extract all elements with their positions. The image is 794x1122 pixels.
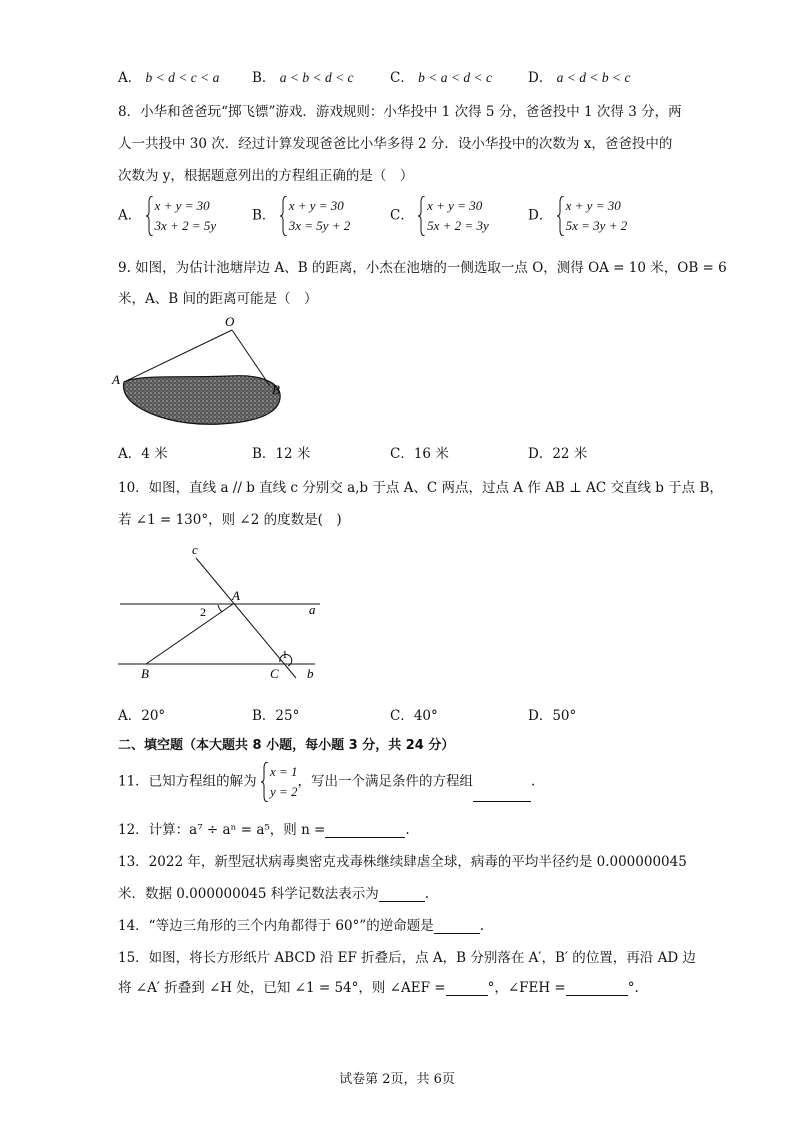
angle-2-arc	[218, 605, 222, 612]
q9-option-d[interactable]: D．22 米	[528, 446, 588, 462]
segment-oa	[124, 330, 232, 382]
q10-option-a[interactable]: A．20°	[118, 708, 166, 724]
label-a: A	[112, 372, 120, 387]
page-footer: 试卷第 2页，共 6页	[339, 1072, 455, 1087]
brace-icon	[146, 196, 154, 236]
equation-system: x + y = 30 5x + 2 = 3y	[418, 196, 489, 236]
q14-stem: 14．“等边三角形的三个内角都得于 60°”的逆命题是 .	[118, 918, 484, 934]
equation-system: x + y = 30 3x + 2 = 5y	[146, 196, 217, 236]
pond-figure	[110, 312, 300, 432]
q10-option-d[interactable]: D．50°	[528, 708, 577, 724]
q10-stem-line2: 若 ∠1 = 130°，则 ∠2 的度数是( )	[118, 512, 342, 528]
q15-stem-line1: 15．如图，将长方形纸片 ABCD 沿 EF 折叠后，点 A，B 分别落在 A′，B′ 的位置，再沿 AD 边	[118, 950, 696, 966]
q8-stem-line1: 8．小华和爸爸玩“掷飞镖”游戏．游戏规则：小华投中 1 次得 5 分，爸爸投中 1 次得 3 分，两	[118, 104, 682, 120]
section-2-title: 二、填空题（本大题共 8 小题，每小题 3 分，共 24 分）	[118, 738, 455, 753]
q7-option-b[interactable]: B． a < b < d < c	[252, 70, 354, 86]
q10-stem-line1: 10．如图，直线 a // b 直线 c 分别交 a,b 于点 A、C 两点，过点 A 作 AB ⊥ AC 交直线 b 于点 B，	[118, 480, 723, 496]
line-c	[196, 558, 296, 678]
label-a-point: A	[232, 588, 240, 603]
label-b-line: b	[307, 666, 314, 681]
q9-option-a[interactable]: A．4 米	[118, 446, 168, 462]
brace-icon	[557, 196, 565, 236]
segment-ab	[146, 604, 233, 664]
q11-answer-blank[interactable]	[473, 787, 531, 802]
q8-stem-line3: 次数为 y，根据题意列出的方程组正确的是（ ）	[118, 168, 414, 184]
label-c-line: c	[192, 542, 198, 557]
q9-option-b[interactable]: B．12 米	[252, 446, 311, 462]
label-angle-1: 1	[282, 649, 288, 661]
label-o: O	[225, 314, 235, 329]
q9-stem-line1: 9. 如图，为估计池塘岸边 A、B 的距离，小杰在池塘的一侧选取一点 O，测得 OA = 10 米，OB = 6	[118, 260, 727, 276]
q12-stem: 12．计算：a⁷ ÷ aⁿ = a⁵，则 n = .	[118, 822, 410, 838]
brace-icon	[418, 196, 426, 236]
q7-option-c[interactable]: C． b < a < d < c	[390, 70, 492, 86]
q9-option-c[interactable]: C．16 米	[390, 446, 449, 462]
brace-icon	[280, 196, 288, 236]
q8-option-b[interactable]: B． x + y = 30 3x = 5y + 2	[252, 196, 350, 236]
label-c-point: C	[270, 666, 279, 681]
q10-option-c[interactable]: C．40°	[390, 708, 438, 724]
q8-option-c[interactable]: C． x + y = 30 5x + 2 = 3y	[390, 196, 489, 236]
label-angle-2: 2	[200, 605, 206, 619]
q15-stem-line2: 将 ∠A′ 折叠到 ∠H 处，已知 ∠1 = 54°，则 ∠AEF = °，∠FEH = °.	[118, 980, 639, 996]
q14-answer-blank[interactable]	[434, 919, 480, 934]
label-a-line: a	[309, 602, 316, 617]
q15-answer-blank-2[interactable]	[566, 981, 628, 996]
label-b: B	[272, 382, 280, 397]
q8-stem-line2: 人一共投中 30 次．经过计算发现爸爸比小华多得 2 分．设小华投中的次数为 x，爸爸投中的	[118, 136, 673, 152]
parallel-lines-figure	[110, 540, 330, 685]
pond-shape	[123, 376, 280, 425]
q13-stem-line1: 13．2022 年，新型冠状病毒奥密克戎毒株继续肆虐全球，病毒的平均半径约是 0.000000045	[118, 854, 687, 870]
q13-answer-blank[interactable]	[379, 887, 425, 902]
q7-option-d[interactable]: D． a < d < b < c	[528, 70, 631, 86]
q7-option-a[interactable]: A． b < d < c < a	[118, 70, 220, 86]
solution-system: x = 1 y = 2	[261, 762, 298, 802]
q15-answer-blank-1[interactable]	[446, 981, 488, 996]
equation-system: x + y = 30 5x = 3y + 2	[557, 196, 628, 236]
q12-answer-blank[interactable]	[325, 823, 405, 838]
label-b-point: B	[141, 666, 149, 681]
q13-stem-line2: 米．数据 0.000000045 科学记数法表示为 .	[118, 886, 430, 902]
q9-stem-line2: 米，A、B 间的距离可能是（ ）	[118, 291, 318, 307]
q10-option-b[interactable]: B．25°	[252, 708, 300, 724]
equation-system: x + y = 30 3x = 5y + 2	[280, 196, 351, 236]
brace-icon	[261, 762, 269, 802]
q11-stem: 11．已知方程组的解为 x = 1 y = 2 ，写出一个满足条件的方程组 .	[118, 762, 535, 802]
q8-option-a[interactable]: A． x + y = 30 3x + 2 = 5y	[118, 196, 216, 236]
q8-option-d[interactable]: D． x + y = 30 5x = 3y + 2	[528, 196, 627, 236]
